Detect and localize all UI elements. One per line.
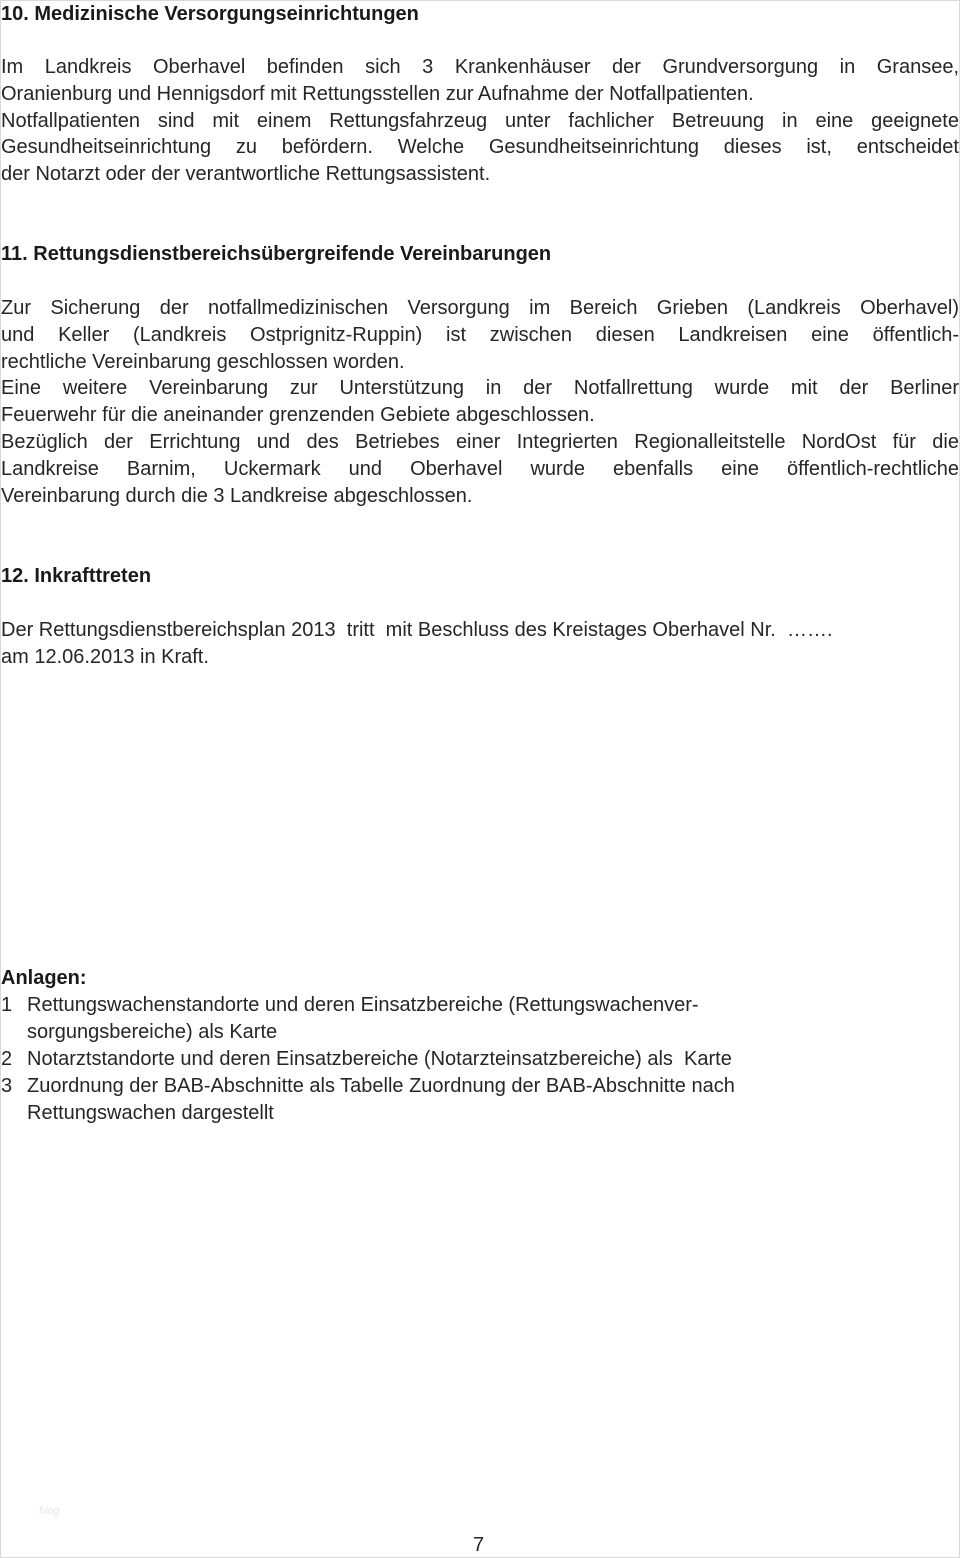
list-item-number: 2 (1, 1048, 13, 1070)
list-item-text: Rettungswachen dargestellt (27, 1102, 274, 1124)
text-line: Feuerwehr für die aneinander grenzenden Gebiete abgeschlossen. (1, 404, 595, 427)
section-12-paragraph (1, 617, 959, 671)
list-item-text: Rettungswachenstandorte und deren Einsatzbereiche (Rettungswachenver- (27, 994, 699, 1016)
text-line: Der Rettungsdienstbereichsplan 2013 tritt mit Beschluss des Kreistages Oberhavel Nr. ……. (1, 619, 833, 641)
list-item-number: 1 (1, 994, 13, 1016)
text-line: Eine weitere Vereinbarung zur Unterstützung in der Notfallrettung wurde mit der Berliner (1, 377, 959, 400)
list-item-number: 3 (1, 1075, 13, 1097)
text-line: Landkreise Barnim, Uckermark und Oberhavel wurde ebenfalls eine öffentlich-rechtliche (1, 457, 959, 480)
section-11-heading: 11. Rettungsdienstbereichsübergreifende Vereinbarungen (1, 243, 552, 265)
section-10-paragraph (1, 54, 959, 188)
text-line: der Notarzt oder der verantwortliche Rettungsassistent. (1, 163, 491, 186)
section-11-paragraph (1, 295, 959, 509)
text-line: Vereinbarung durch die 3 Landkreise abgeschlossen. (1, 484, 473, 507)
section-12-heading: 12. Inkrafttreten (1, 565, 152, 587)
text-line: und Keller (Landkreis Ostprignitz-Ruppin) ist zwischen diesen Landkreisen eine öffentlich- (1, 323, 959, 346)
text-line: am 12.06.2013 in Kraft. (1, 645, 209, 668)
section-10-heading: 10. Medizinische Versorgungseinrichtungen (1, 3, 419, 25)
text-line: Oranienburg und Hennigsdorf mit Rettungsstellen zur Aufnahme der Notfallpatienten. (1, 82, 754, 105)
list-item-text: Zuordnung der BAB-Abschnitte als Tabelle Zuordnung der BAB-Abschnitte nach (27, 1075, 735, 1097)
list-item (1, 1073, 901, 1127)
text-line: Gesundheitseinrichtung zu befördern. Welche Gesundheitseinrichtung dieses ist, entscheidet (1, 136, 959, 159)
text-line: Bezüglich der Errichtung und des Betriebes einer Integrierten Regionalleitstelle NordOst für die (1, 430, 959, 453)
list-item (1, 1046, 901, 1073)
text-line: rechtliche Vereinbarung geschlossen worden. (1, 350, 405, 373)
text-line: Zur Sicherung der notfallmedizinischen Versorgung im Bereich Grieben (Landkreis Oberhavel) (1, 297, 959, 319)
anlagen-list (1, 992, 901, 1127)
text-line: Notfallpatienten sind mit einem Rettungsfahrzeug unter fachlicher Betreuung in eine geeignete (1, 109, 959, 132)
list-item (1, 992, 901, 1046)
text-line: Im Landkreis Oberhavel befinden sich 3 Krankenhäuser der Grundversorgung in Gransee, (1, 56, 959, 78)
anlagen-heading: Anlagen: (1, 967, 87, 989)
page-number: 7 (473, 1534, 485, 1556)
list-item-text: sorgungsbereiche) als Karte (27, 1021, 278, 1043)
list-item-text: Notarztstandorte und deren Einsatzbereiche (Notarzteinsatzbereiche) als Karte (27, 1048, 732, 1070)
watermark: blog (39, 1505, 60, 1517)
